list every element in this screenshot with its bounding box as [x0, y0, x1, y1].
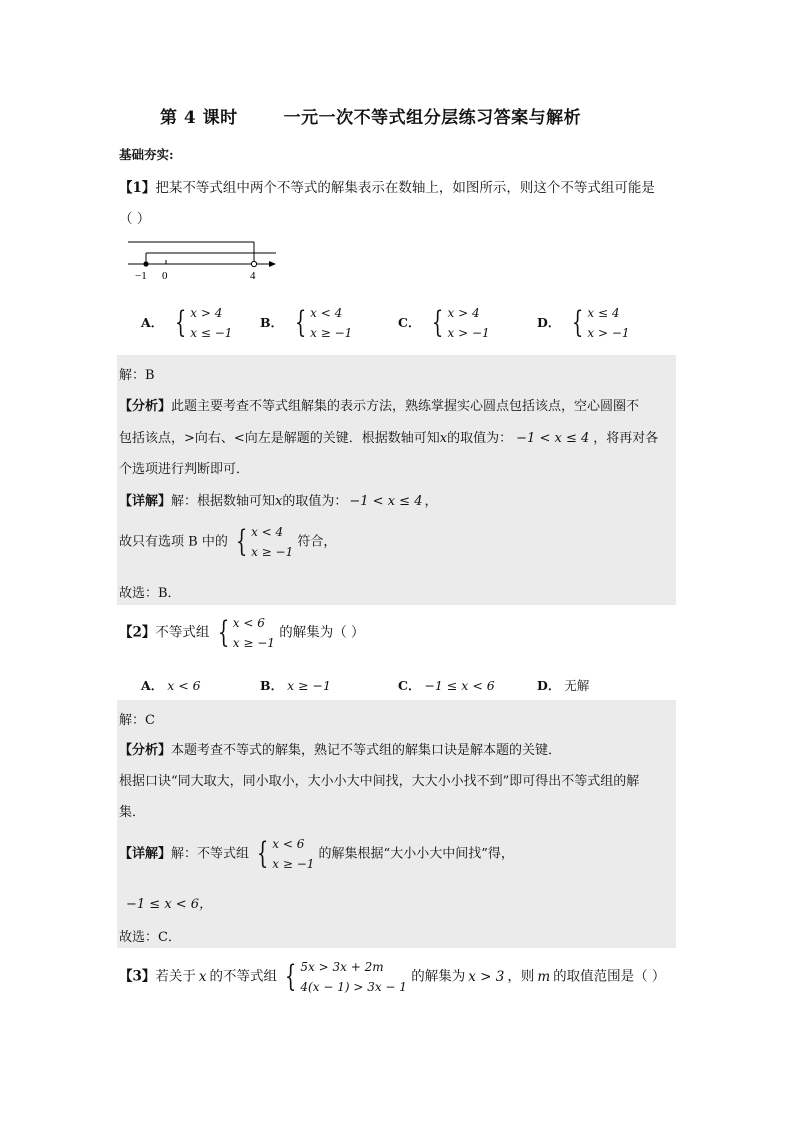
q3-stem: 【3】若关于 x 的不等式组 { 5x > 3x + 2m 4(x − 1) > 3x − 1 的解集为 x > 3 ，则 m 的取值范围是（ ） [119, 959, 666, 994]
q1-analysis-line3: 个选项进行判断即可． [119, 462, 250, 477]
solid-point [143, 261, 148, 266]
tick-label-neg1: −1 [135, 270, 147, 282]
section-heading: 基础夯实: [119, 147, 174, 162]
q2-option-a[interactable]: A． x < 6 [141, 678, 201, 693]
q1-final: 故选：B． [119, 586, 181, 601]
q1-detail-line2: 故只有选项 B 中的 { x < 4 x ≥ −1 符合， [119, 524, 337, 559]
q2-answer: 解：C [119, 713, 155, 728]
q1-option-d[interactable]: D． { x ≤ 4 x > −1 [537, 305, 630, 340]
tick-label-4: 4 [250, 270, 256, 282]
q1-option-c[interactable]: C． { x > 4 x > −1 [398, 305, 490, 340]
q1-option-a[interactable]: A． { x > 4 x ≤ −1 [141, 305, 233, 340]
q2-detail-line2: −1 ≤ x < 6， [126, 897, 213, 912]
tick-label-0: 0 [162, 270, 168, 282]
page-title: 第 4 课时 一元一次不等式组分层练习答案与解析 [160, 108, 582, 128]
q1-answer: 解：B [119, 368, 155, 383]
q2-detail-line1: 【详解】解：不等式组 { x < 6 x ≥ −1 的解集根据“大小小大中间找”得， [119, 836, 514, 871]
q1-analysis-line1: 【分析】此题主要考查不等式组解集的表示方法，熟练掌握实心圆点包括该点，空心圆圈不 [119, 399, 640, 414]
q2-option-c[interactable]: C． −1 ≤ x < 6 [398, 678, 495, 693]
q2-analysis-line1: 【分析】本题考查不等式的解集，熟记不等式组的解集口诀是解本题的关键． [119, 743, 562, 758]
q2-final: 故选：C． [119, 930, 181, 945]
hollow-point [251, 261, 256, 266]
number-line-diagram [118, 233, 283, 285]
q1-stem: 【1】把某不等式组中两个不等式的解集表示在数轴上，如图所示，则这个不等式组可能是 [119, 180, 655, 196]
q1-analysis-line2: 包括该点，>向右、<向左是解题的关键．根据数轴可知x的取值为： −1 < x ≤ 4 ，将再对各 [119, 431, 659, 446]
q2-stem: 【2】不等式组 { x < 6 x ≥ −1 的解集为（ ） [119, 615, 365, 650]
q1-detail-line1: 【详解】解：根据数轴可知x的取值为： −1 < x ≤ 4 ， [119, 494, 438, 509]
q1-paren: （ ） [119, 211, 151, 227]
q2-analysis-line3: 集． [119, 805, 146, 820]
q1-solution-box [117, 355, 676, 605]
q2-option-b[interactable]: B． x ≥ −1 [260, 678, 331, 693]
q1-option-b[interactable]: B． { x < 4 x ≥ −1 [260, 305, 353, 340]
axis-arrow [269, 261, 276, 267]
q2-analysis-line2: 根据口诀“同大取大，同小取小，大小小大中间找，大大小小找不到”即可得出不等式组的解 [119, 774, 640, 789]
q2-option-d[interactable]: D． 无解 [537, 678, 590, 693]
